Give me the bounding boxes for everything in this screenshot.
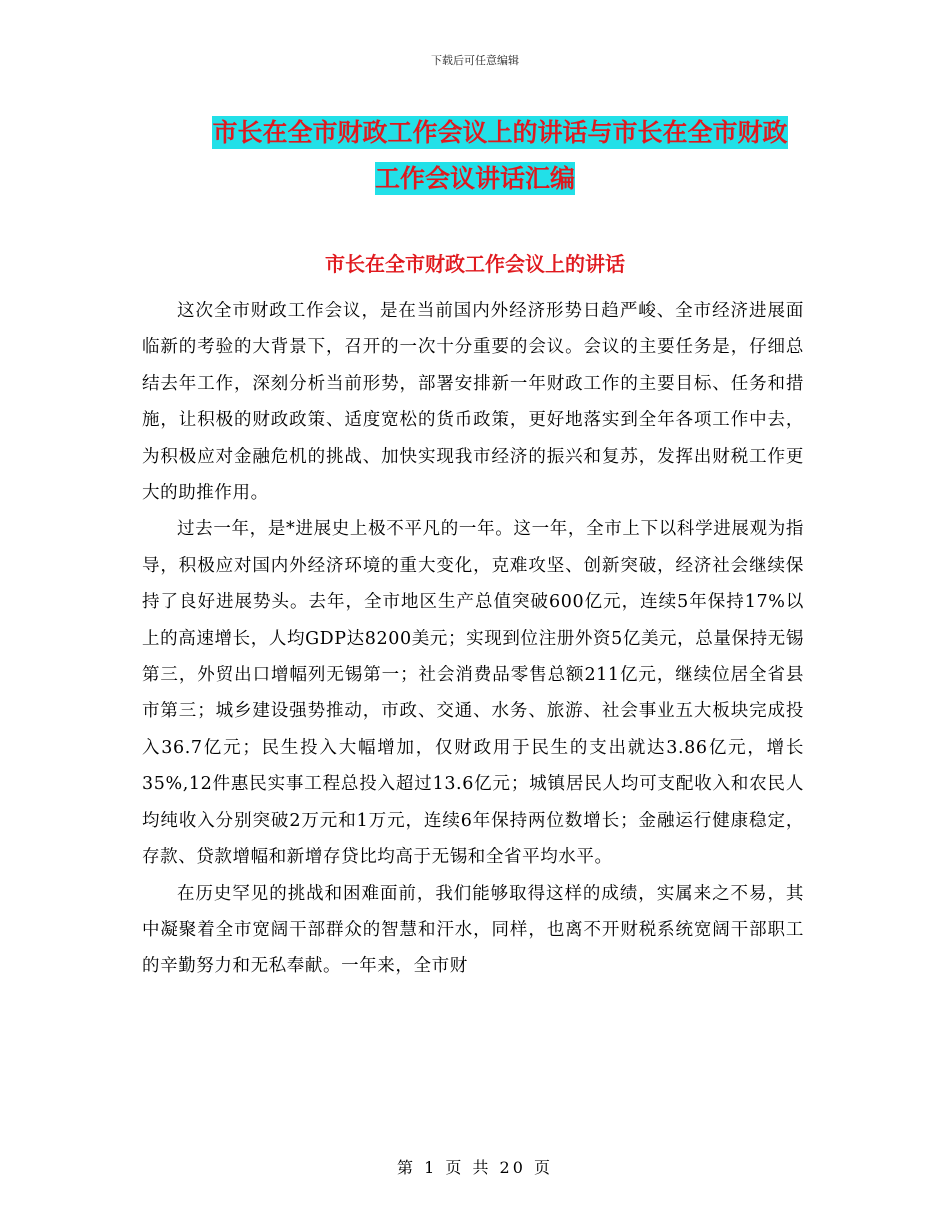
page-footer-number: 第 1 页 共 20 页 <box>397 1158 553 1177</box>
paragraph: 这次全市财政工作会议，是在当前国内外经济形势日趋严峻、全市经济进展面临新的考验的大背景下，召开的一次十分重要的会议。会议的主要任务是，仔细总结去年工作，深刻分析当前形势，部署安排新一年财政工作的主要目标、任务和措施，让积极的财政政策、适度宽松的货币政策，更好地落实到全年各项工作中去，为积极应对金融危机的挑战、加快实现我市经济的振兴和复苏，发挥出财税工作更大的助推作用。 <box>142 301 804 504</box>
document-title-line-1 <box>0 110 950 156</box>
document-title <box>0 110 950 202</box>
title-highlight-1: 市长在全市财政工作会议上的讲话与市长在全市财政 <box>212 118 788 147</box>
section-title: 市长在全市财政工作会议上的讲话 <box>325 252 625 276</box>
document-body <box>142 293 804 985</box>
title-highlight-2: 工作会议讲话汇编 <box>374 164 575 193</box>
page-header-note: 下载后可任意编辑 <box>431 54 519 67</box>
paragraph: 在历史罕见的挑战和困难面前，我们能够取得这样的成绩，实属来之不易，其中凝聚着全市宽阔干部群众的智慧和汗水，同样，也离不开财税系统宽阔干部职工的辛勤努力和无私奉献。一年来，全市财 <box>142 883 804 977</box>
document-title-line-2 <box>0 156 950 202</box>
paragraph: 过去一年，是*进展史上极不平凡的一年。这一年，全市上下以科学进展观为指导，积极应对国内外经济环境的重大变化，克难攻坚、创新突破，经济社会继续保持了良好进展势头。去年，全市地区生产总值突破600亿元，连续5年保持17%以上的高速增长，人均GDP达8200美元；实现到位注册外资5亿美元，总量保持无锡第三，外贸出口增幅列无锡第一；社会消费品零售总额211亿元，继续位居全省县市第三；城乡建设强势推动，市政、交通、水务、旅游、社会事业五大板块完成投入36.7亿元；民生投入大幅增加，仅财政用于民生的支出就达3.86亿元，增长35%,12件惠民实事工程总投入超过13.6亿元；城镇居民人均可支配收入和农民人均纯收入分别突破2万元和1万元，连续6年保持两位数增长；金融运行健康稳定，存款、贷款增幅和新增存贷比均高于无锡和全省平均水平。 <box>142 519 804 868</box>
